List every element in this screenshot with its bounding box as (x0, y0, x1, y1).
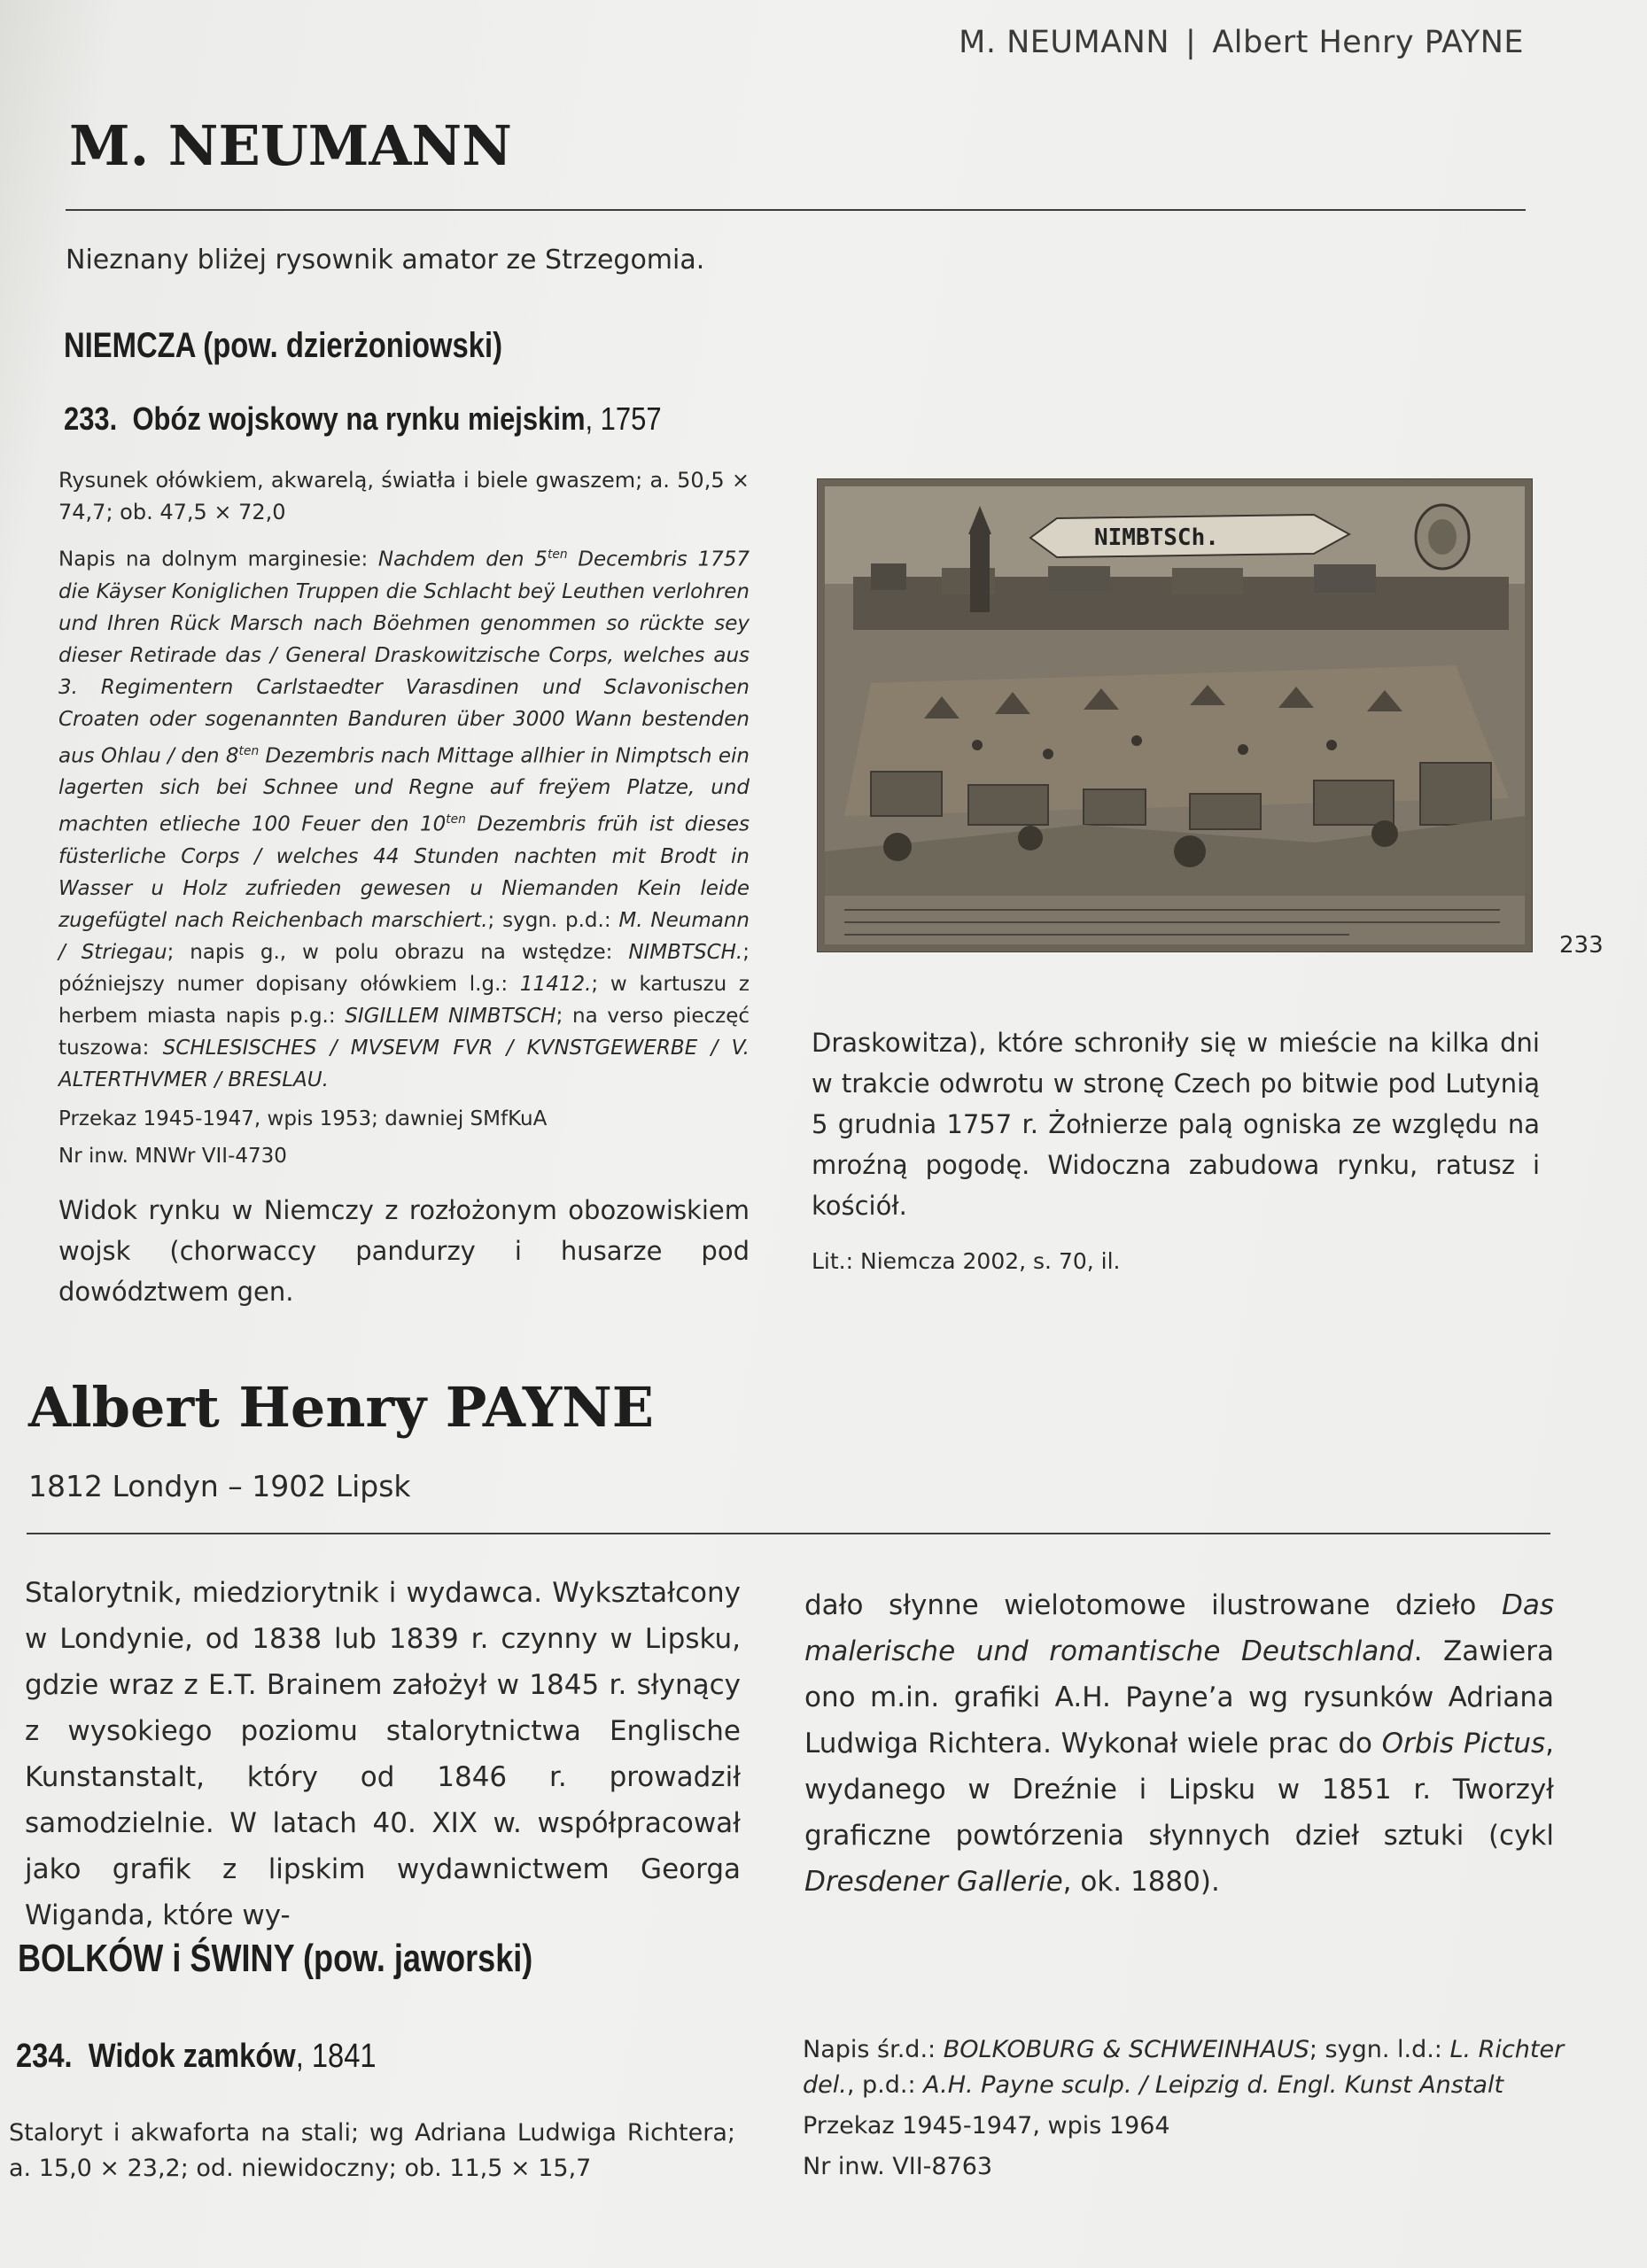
inscription-text: Napis śr.d.: BOLKOBURG & SCHWEINHAUS; sygn. l.d.: L. Richter del., p.d.: A.H. Payne sculp. / Leipzig d. Engl. Kunst Anstalt (803, 2036, 1565, 2099)
camp-drawing-illustration (818, 479, 1532, 951)
artist-heading-payne: Albert Henry PAYNE (28, 1375, 655, 1440)
payne-bio-left: Stalorytnik, miedziorytnik i wydawca. Wykształcony w Londynie, od 1838 lub 1839 r. czynny w Lipsku, gdzie wraz z E.T. Brainem założył w 1845 r. słynący z wysokiego poziomu stalorytnictwa Englische Kunstanstalt, który od 1846 r. prowadził samodzielnie. W latach 40. XIX w. współpracował jako grafik z lipskim wydawnictwem Georga Wiganda, które wy- (25, 1577, 741, 1931)
technique-text: Staloryt i akwaforta na stali; wg Adriana Ludwiga Richtera; a. 15,0 × 23,2; od. niewidoczny; ob. 11,5 × 15,7 (9, 2119, 735, 2182)
running-head-right: Albert Henry PAYNE (1212, 25, 1524, 60)
running-head-separator: | (1185, 25, 1197, 60)
place-heading-niemcza: NIEMCZA (pow. dzierżoniowski) (64, 326, 503, 365)
provenance-text: Przekaz 1945-1947, wpis 1953; dawniej SMfKuA (58, 1107, 548, 1130)
entry-number: 233. (64, 400, 118, 437)
entry-date: , 1841 (295, 2038, 377, 2075)
payne-bio-left-column (25, 1570, 741, 1938)
figure-banner-text: NIMBTSCh. (1094, 524, 1219, 551)
entry-date: , 1757 (585, 400, 662, 437)
technique-text: Rysunek ołówkiem, akwarelą, światła i biele gwaszem; a. 50,5 × 74,7; ob. 47,5 × 72,0 (58, 468, 750, 524)
description-left: Widok rynku w Niemczy z rozłożonym obozowiskiem wojsk (chorwaccy pandurzy i husarze pod dowództwem gen. (58, 1194, 750, 1307)
heading-rule (66, 209, 1526, 211)
entry-title-text: Obóz wojskowy na rynku miejskim (132, 400, 586, 437)
artist-bio-neumann: Nieznany bliżej rysownik amator ze Strzegomia. (66, 245, 705, 276)
inscription-text: Napis na dolnym marginesie: Nachdem den $5^{ten}$ Decembris 1757 die Käyser Koniglichen Truppen die Schlacht beÿ Leuthen verlohren und Ihren Rück Marsch nach Böehmen genommen so rückte sey dieser Retirade das / General Draskowitzische Corps, welches aus 3. Regimentern Carlstaedter Varasdinen und Sclavonischen Croaten oder sogenannten Banduren über 3000 Wann bestenden aus Ohlau / den $8^{ten}$ Dezembris nach Mittage allhier in Nimptsch ein lagerten sich bei Schnee und Regne auf freÿem Platze, und machten etlieche 100 Feuer den $10^{ten}$ Dezembris früh ist dieses füsterliche Corps / welches 44 Stunden nachten mit Brodt in Wasser u Holz zufrieden gewesen u Niemanden Kein leide zugefügtel nach Reichenbach marschiert.; sygn. p.d.: M. Neumann / Striegau; napis g., w polu obrazu na wstędze: NIMBTSCH.; późniejszy numer dopisany ołówkiem l.g.: 11412.; w kartuszu z herbem miasta napis p.g.: SIGILLEM NIMBTSCH; na verso pieczęć tuszowa: SCHLESISCHES / MVSEVM FVR / KVNSTGEWERBE / V. ALTERTHVMER / BRESLAU. (58, 548, 750, 1091)
entry-title-text: Widok zamków (88, 2038, 296, 2075)
artist-dates-payne: 1812 Londyn – 1902 Lipsk (28, 1469, 411, 1503)
figure-233-drawing (817, 478, 1533, 952)
heading-rule (27, 1533, 1550, 1534)
entry-title-234 (16, 2038, 377, 2076)
description-right-column (812, 1022, 1540, 1278)
running-head (886, 25, 1524, 60)
provenance-text: Przekaz 1945-1947, wpis 1964 (803, 2112, 1170, 2140)
inventory-number: Nr inw. MNWr VII-4730 (58, 1144, 287, 1168)
entry-233-details (58, 464, 750, 1312)
entry-234-details (803, 2032, 1565, 2185)
payne-bio-right: dało słynne wielotomowe ilustrowane dzieło Das malerische und romantische Deutschland. Zawiera ono m.in. grafiki A.H. Payne’a wg rysunków Adriana Ludwiga Richtera. Wykonał wiele prac do Orbis Pictus, wydanego w Dreźnie i Lipsku w 1851 r. Tworzył graficzne powtórzenia słynnych dzieł sztuki (cykl Dresdener Gallerie, ok. 1880). (804, 1589, 1554, 1898)
artist-heading-neumann: M. NEUMANN (69, 113, 512, 178)
literature-reference: Lit.: Niemcza 2002, s. 70, il. (812, 1248, 1121, 1274)
payne-bio-right-column (804, 1582, 1554, 1905)
running-head-left: M. NEUMANN (959, 25, 1170, 60)
entry-title-233 (64, 400, 662, 438)
entry-number: 234. (16, 2038, 73, 2075)
entry-234-technique (9, 2116, 735, 2186)
figure-number: 233 (1559, 932, 1604, 959)
place-heading-bolkow: BOLKÓW i ŚWINY (pow. jaworski) (18, 1937, 533, 1980)
inventory-number: Nr inw. VII-8763 (803, 2153, 993, 2180)
description-right: Draskowitza), które schroniły się w mieście na kilka dni w trakcie odwrotu w stronę Czech po bitwie pod Lutynią 5 grudnia 1757 r. Żołnierze palą ogniska ze względu na mroźną pogodę. Widoczna zabudowa rynku, ratusz i kościół. (812, 1028, 1540, 1221)
